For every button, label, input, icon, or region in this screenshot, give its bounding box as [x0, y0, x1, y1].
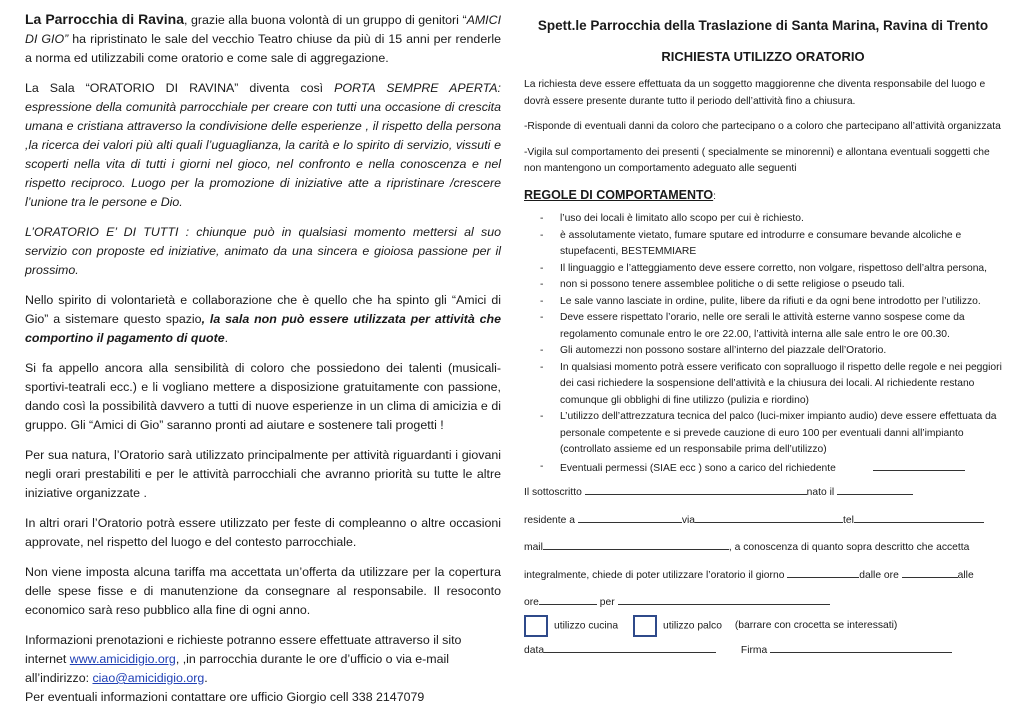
form-row-date [524, 566, 1002, 585]
responsibility-behaviour: -Vigila sul comportamento dei presenti ( specialmente se minorenni) e allontana eventuali soggetti che non mantengono un comportamento adeguato alle seguenti [524, 146, 990, 174]
label-data: data [524, 644, 545, 656]
phone-field[interactable] [854, 511, 984, 523]
rules-heading [524, 187, 1002, 206]
conoscenza-text: , a conoscenza di quanto sopra descritto che accetta [728, 542, 970, 553]
form-row-name [524, 483, 1002, 502]
label-sottoscritto: Il sottoscritto [524, 487, 582, 498]
rule-item: - Gli automezzi non possono sostare all’interno del piazzale dell’Oratorio. [524, 343, 1002, 360]
rule-item: - In qualsiasi momento potrà essere verificato con sopralluogo il rispetto delle regole e nei peggiori dei casi richiedere la sospensione dell’attività e la chiusura dei locali. Al richiedente restano comunque gli obblighi di fine utilizzo (pulizia e riordino) [524, 360, 1002, 410]
cucina-checkbox[interactable] [524, 615, 548, 637]
contatti-text-3: . [204, 671, 208, 685]
rules-title: REGOLE DI COMPORTAMENTO [524, 187, 714, 202]
residence-field[interactable] [578, 511, 682, 523]
request-form-column [524, 0, 1002, 659]
rule-item: - Il linguaggio e l’atteggiamento deve essere corretto, non volgare, rispettoso dell’altra persona, [524, 261, 1002, 278]
responsibility-damages: -Risponde di eventuali danni da coloro che partecipano o a coloro che partecipano all’attività organizzata [524, 121, 1001, 132]
integralmente-text: integralmente, chiede di poter utilizzare l’oratorio il giorno [524, 569, 785, 581]
rule-item [524, 459, 1002, 478]
label-ore: ore [524, 597, 539, 608]
label-palco: utilizzo palco [662, 620, 722, 632]
label-tel: tel [843, 514, 854, 526]
richiedente-field[interactable] [873, 459, 965, 471]
intro-text-1: , grazie alla buona volontà di un gruppo di genitori “ [184, 13, 467, 27]
sala-paragraph [25, 79, 501, 212]
palco-checkbox[interactable] [633, 615, 657, 637]
volontarieta-end: . [224, 331, 229, 345]
rule-item-text: Eventuali permessi (SIAE ecc ) sono a carico del richiedente [560, 462, 836, 474]
street-field[interactable] [695, 511, 843, 523]
intro-paragraph [25, 10, 501, 68]
rule-item: - Le sale vanno lasciate in ordine, pulite, libere da rifiuti e da ogni bene introdotto per l’utilizzo. [524, 294, 1002, 311]
giorgio-contact: Per eventuali informazioni contattare ore ufficio Giorgio cell 338 2147079 [25, 690, 425, 704]
rule-item: - Deve essere rispettato l’orario, nelle ore serali le attività esterne vanno sospese come da regolamento comunale entro le ore 22.00, l’attività interna alle sale entro le ore 00.30. [524, 310, 1002, 343]
start-time-field[interactable] [902, 566, 958, 578]
form-row-signature [524, 641, 1002, 660]
volontarieta-text: Nello spirito di volontarietà e collaborazione che è quello che ha spinto gli “Amici di Gio” a sistemare questo spazio [25, 293, 501, 326]
sala-text: La Sala “ORATORIO DI RAVINA” diventa così [25, 81, 335, 95]
form-row-mail [524, 538, 1002, 557]
date-field[interactable] [544, 641, 716, 653]
label-via: via [681, 514, 695, 526]
label-dalle: dalle ore [859, 569, 899, 581]
sala-italic: PORTA SEMPRE APERTA: espressione della comunità parrocchiale per creare con tutti una occasione di crescita umana e cristiana attraverso la condivisione delle esperienze , il rispetto della persona ,la ricerca dei valori più alti quali l’uguaglianza, la carità e lo spirito di servizio, vissuti e scoperti nella vita di tutti i giorni nel gioco, nel confronto e nella conoscenza e nel rispetto reciproco. Luogo per la promozione di iniziative atte a ripristinare /crescere l’unione tra le persone e Dio. [25, 81, 501, 209]
rules-colon: : [713, 190, 716, 202]
tariffa-paragraph: Non viene imposta alcuna tariffa ma accettata un’offerta da utilizzare per la copertura delle spese fisse e di manutenzione da consegnare al responsabile. Il resoconto economico sarà reso pubblico alla fine di ogni anno. [25, 565, 501, 617]
label-firma: Firma [740, 644, 768, 656]
rule-item: - è assolutamente vietato, fumare sputare ed introdurre e consumare bevande alcoliche e stupefacenti, BESTEMMIARE [524, 228, 1002, 261]
rule-item: - l’uso dei locali è limitato allo scopo per cui è richiesto. [524, 211, 1002, 228]
label-alle: alle [957, 569, 974, 581]
form-row-options [524, 615, 1002, 637]
requirements-intro: La richiesta deve essere effettuata da un soggetto maggiorenne che diventa responsabile del luogo e dovrà essere presente durante tutto il periodo dell’attività fino a chiusura. [524, 79, 986, 107]
name-field[interactable] [585, 483, 807, 495]
barrare-note: (barrare con crocetta se interessati) [734, 620, 898, 632]
email-link[interactable]: ciao@amicidigio.org [92, 671, 205, 685]
natura-paragraph: Per sua natura, l’Oratorio sarà utilizzato principalmente per attività riguardanti i giovani negli orari prestabiliti e per le attività parrocchiali che avranno priorità su tutte le altre iniziative organizzate . [25, 448, 501, 500]
contatti-paragraph [25, 631, 501, 688]
form-title: RICHIESTA UTILIZZO ORATORIO [661, 48, 865, 64]
parish-name: La Parrocchia di Ravina [25, 11, 184, 27]
info-column [25, 0, 501, 707]
oratorio-di-tutti: L’ORATORIO E’ DI TUTTI : chiunque può in qualsiasi momento mettersi al suo servizio con proposte ed iniziative, animato da una sincera e gioiosa passione per il prossimo. [25, 225, 501, 277]
label-per: per [599, 597, 615, 608]
altri-orari-paragraph: In altri orari l’Oratorio potrà essere utilizzato per feste di compleanno o altre occasioni approvate, nel rispetto del luogo e del contesto parrocchiale. [25, 516, 501, 549]
label-nato: nato il [806, 487, 835, 498]
talenti-paragraph: Si fa appello ancora alla sensibilità di coloro che possiedono dei talenti (musicali-sportivi-teatrali ecc.) e li vogliano mettere a disposizione gratuitamente con passione, dando così la possibilità davvero a tutti di nuove esperienze in un clima di amicizia e di gruppo. Gli “Amici di Gio” saranno pronti ad aiutare e sostenere tali progetti ! [25, 361, 501, 432]
rules-list [524, 211, 1002, 477]
no-quote-notice: , la sala non può essere utilizzata per attività che comportino il pagamento di quote [25, 312, 501, 345]
purpose-field[interactable] [618, 593, 830, 605]
end-time-field[interactable] [539, 593, 597, 605]
label-residente: residente a [524, 514, 575, 526]
contatti-text-1: Informazioni prenotazioni e richieste potranno essere effettuate attraverso il sito internet [25, 633, 462, 666]
volontarieta-paragraph [25, 291, 501, 348]
intro-text-2: ha ripristinato le sale del vecchio Teatro chiuse da più di 15 anni per renderle a norma ed utilizzabili come oratorio e come sale di aggregazione. [25, 32, 501, 65]
day-field[interactable] [787, 566, 859, 578]
label-cucina: utilizzo cucina [554, 620, 619, 632]
amici-di-gio: AMICI DI GIO” [25, 13, 502, 46]
addressee-title: Spett.le Parrocchia della Traslazione di Santa Marina, Ravina di Trento [537, 18, 989, 33]
contatti-text-2: , ,in parrocchia durante le ore d’ufficio o via e-mail all’indirizzo: [25, 652, 450, 685]
rule-item: - L’utilizzo dell’attrezzatura tecnica del palco (luci-mixer impianto audio) deve essere effettuata da personale competente e si prevede cauzione di euro 100 per eventuali danni all’impianto (controllato assieme ed un responsabile prima dell’utilizzo) [524, 409, 1002, 459]
label-mail: mail [524, 542, 543, 553]
form-row-purpose [524, 593, 1002, 612]
rule-item: - non si possono tenere assemblee politiche o di sette religiose o pseudo tali. [524, 277, 1002, 294]
mail-field[interactable] [543, 538, 729, 550]
birthdate-field[interactable] [837, 483, 913, 495]
website-link[interactable]: www.amicidigio.org [69, 652, 176, 666]
form-row-address [524, 511, 1002, 530]
signature-field[interactable] [770, 641, 952, 653]
